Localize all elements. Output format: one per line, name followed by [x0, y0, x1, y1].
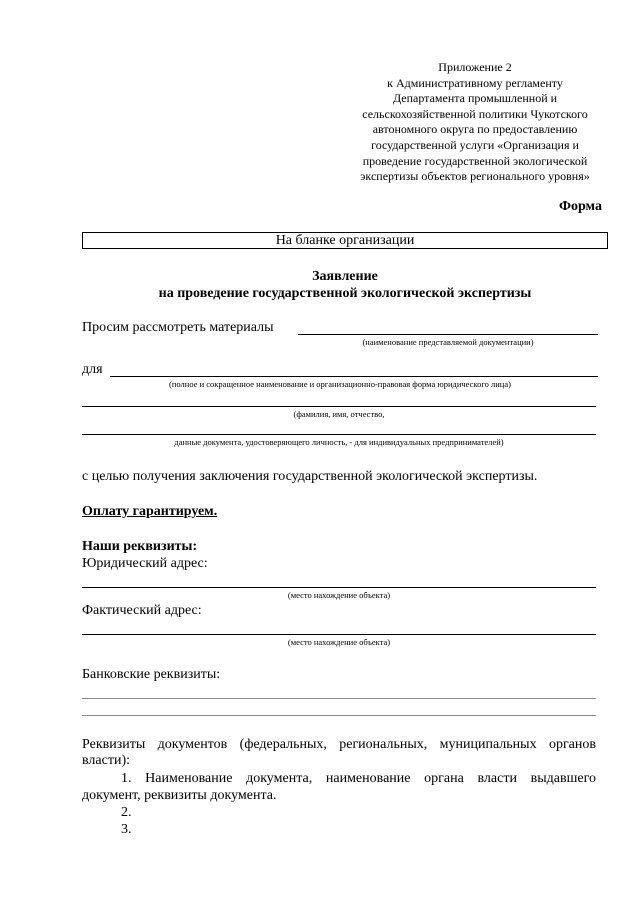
- appendix-line: проведение государственной экологической: [362, 153, 588, 168]
- appendix-line: автономного округа по предоставлению: [372, 122, 578, 137]
- document-item-2: 2.: [121, 805, 132, 820]
- bank-details-label: Банковские реквизиты:: [82, 667, 221, 682]
- request-hint: (наименование представляемой документации): [362, 337, 534, 347]
- document-item-1: 1. Наименование документа, наименование органа власти выдавшего: [121, 771, 596, 786]
- title-line-1: Заявление: [312, 269, 378, 284]
- legal-address-hint: (место нахождение объекта): [287, 590, 391, 600]
- actual-address-field[interactable]: [82, 634, 596, 635]
- appendix-line: Приложение 2: [438, 60, 512, 74]
- documents-intro-line-1: Реквизиты документов (федеральных, региональных, муниципальных органов: [82, 737, 596, 752]
- for-label: для: [82, 362, 103, 377]
- entity-hint: (полное и сокращенное наименование и организационно-правовая форма юридического лица): [169, 379, 511, 389]
- person-name-field[interactable]: [82, 406, 596, 407]
- appendix-line: к Административному регламенту: [387, 75, 563, 90]
- document-item-1-cont: документ, реквизиты документа.: [82, 788, 277, 803]
- appendix-line: Департамента промышленной и: [392, 91, 558, 106]
- documents-intro-line-2: власти):: [82, 753, 131, 768]
- request-materials-field[interactable]: [298, 334, 598, 335]
- actual-address-hint: (место нахождение объекта): [287, 637, 391, 647]
- request-label: Просим рассмотреть материалы: [82, 320, 274, 335]
- person-hint: (фамилия, имя, отчество,: [293, 409, 385, 419]
- appendix-line: сельскохозяйственной политики Чукотского: [362, 106, 588, 121]
- payment-guarantee: Оплату гарантируем.: [82, 504, 218, 519]
- letterhead-box: На бланке организации: [82, 232, 608, 249]
- document-item-3: 3.: [121, 822, 132, 837]
- bank-details-field-1[interactable]: [82, 698, 596, 699]
- purpose-text: с целью получения заключения государственной экологической экспертизы.: [82, 469, 538, 484]
- legal-address-field[interactable]: [82, 587, 596, 588]
- entity-name-field[interactable]: [110, 376, 598, 377]
- appendix-line: экспертизы объектов регионального уровня»: [360, 169, 590, 184]
- title-line-2: на проведение государственной экологической экспертизы: [158, 286, 532, 301]
- appendix-header: [340, 60, 610, 185]
- legal-address-label: Юридический адрес:: [82, 556, 208, 571]
- requisites-heading: Наши реквизиты:: [82, 539, 198, 554]
- actual-address-label: Фактический адрес:: [82, 603, 202, 618]
- id-document-field[interactable]: [82, 434, 596, 435]
- appendix-line: государственной услуги «Организация и: [371, 137, 579, 152]
- id-document-hint: данные документа, удостоверяющего личность, - для индивидуальных предпринимателей): [174, 437, 504, 447]
- form-label: Форма: [558, 199, 602, 214]
- document-title: [82, 268, 608, 302]
- bank-details-field-2[interactable]: [82, 715, 596, 716]
